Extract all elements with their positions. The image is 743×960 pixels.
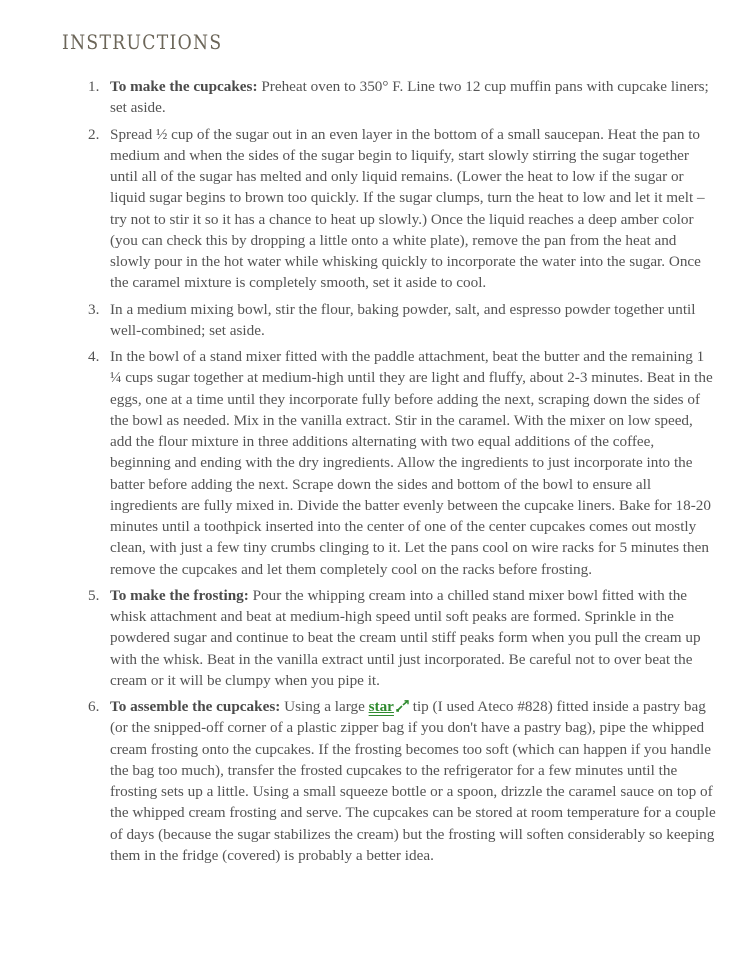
step-text-before-link: Using a large — [280, 698, 369, 715]
list-item — [88, 346, 716, 580]
instructions-list — [88, 76, 716, 871]
list-item — [88, 585, 716, 691]
step-text: Preheat oven to 350° F. Line two 12 cup muffin pans with cupcake liners; set aside. — [110, 78, 709, 117]
step-lead: To make the frosting: — [110, 586, 249, 604]
list-item — [88, 696, 716, 866]
step-number: 5. — [88, 586, 100, 604]
step-text: Spread ½ cup of the sugar out in an even layer in the bottom of a small saucepan. Heat the pan to medium and when the sides of the sugar begin to liquify, start slowly stirring the sugar together until all of the sugar has melted and only liquid remains. (Lower the heat to low if the sugar or liquid sugar begins to brown too quickly. If the sugar clumps, turn the heat to low and let it melt – try not to stir it so it has a chance to heat up slowly.) Once the liquid reaches a deep amber color (you can check this by dropping a little onto a white plate), remove the pan from the heat and slowly pour in the hot water while whisking quickly to incorporate the water into the sugar. Once the caramel mixture is completely smooth, set it aside to cool. — [110, 125, 705, 292]
step-text: Pour the whipping cream into a chilled stand mixer bowl fitted with the whisk attachment and beat at medium-high speed until soft peaks are formed. Sprinkle in the powdered sugar and continue to beat the cream until stiff peaks form when you pull the cream up with the whisk. Beat in the vanilla extract until just incorporated. Be careful not to over beat the cream or it will be clumpy when you pipe it. — [110, 586, 701, 689]
step-text-after-link: tip (I used Ateco #828) fitted inside a pastry bag (or the snipped-off corner of a plastic zipper bag if you don't have a pastry bag), pipe the whipped cream frosting onto the cupcakes. If the frosting becomes too soft (which can happen if you handle the bag too much), transfer the frosted cupcakes to the refrigerator for a few minutes until the frosting sets up a little. Using a small squeeze bottle or a spoon, drizzle the caramel sauce on top of the whipped cream frosting and serve. The cupcakes can be stored at room temperature for a couple of days (because the sugar stabilizes the cream) but the frosting will soften considerably so keeping them in the fridge (covered) is probably a better idea. — [110, 698, 716, 864]
step-number: 1. — [88, 78, 100, 95]
instructions-heading: INSTRUCTIONS — [62, 30, 223, 54]
list-item — [88, 299, 716, 342]
step-number: 3. — [88, 300, 100, 318]
step-number: 2. — [88, 125, 100, 143]
step-number: 6. — [88, 698, 100, 715]
step-lead: To make the cupcakes: — [110, 78, 258, 95]
list-item — [88, 76, 716, 119]
step-text: In a medium mixing bowl, stir the flour, baking powder, salt, and espresso powder together until well-combined; set aside. — [110, 300, 696, 339]
step-number: 4. — [88, 348, 100, 365]
step-text: In the bowl of a stand mixer fitted with the paddle attachment, beat the butter and the remaining 1 ¼ cups sugar together at medium-high until they are light and fluffy, about 2-3 minutes. Beat in the eggs, one at a time until they incorporate fully before adding the next, scraping down the sides of the bowl as needed. Mix in the vanilla extract. Stir in the caramel. With the mixer on low speed, add the flour mixture in three additions alternating with two equal additions of the coffee, beginning and ending with the dry ingredients. Allow the ingredients to just incorporate into the batter before adding the next. Scrape down the sides and bottom of the bowl to ensure all ingredients are fully mixed in. Divide the batter evenly between the cupcake liners. Bake for 18-20 minutes until a toothpick inserted into the center of one of the center cupcakes comes out mostly clean, with just a few tiny crumbs clinging to it. Let the pans cool on wire racks for 5 minutes then remove the cupcakes and let them completely cool on the racks before frosting. — [110, 348, 713, 578]
list-item — [88, 124, 716, 294]
external-link-icon[interactable] — [396, 700, 409, 712]
step-lead: To assemble the cupcakes: — [110, 698, 281, 715]
star-tip-link[interactable]: star — [368, 698, 394, 715]
